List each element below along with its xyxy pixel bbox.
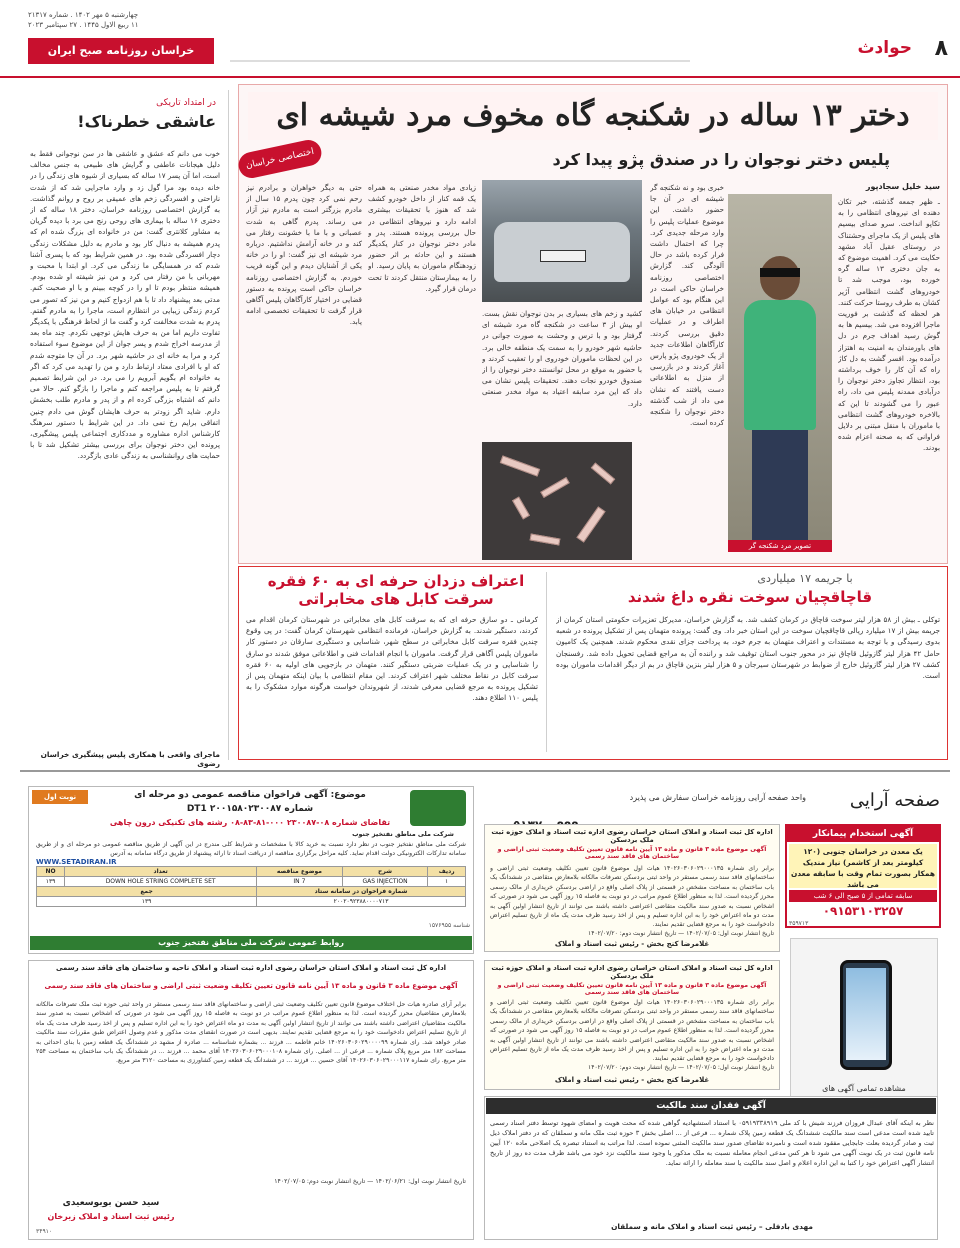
tender-company-logo — [410, 790, 466, 826]
smuggling-title[interactable]: قاچاقچیان سوخت نقره داغ شدند — [627, 588, 873, 606]
main-headline[interactable]: دختر ۱۳ ساله در شکنجه گاه مخوف مرد شیشه ای — [248, 92, 938, 140]
lost-deed-sign: مهدی بادفلی – رئیس ثبت اسناد و املاک مانه و سملقان — [611, 1222, 813, 1231]
big-notice-title: اداره کل ثبت اسناد و املاک استان خراسان رضوی اداره ثبت اسناد و املاک ناحیه و ساختمان های فاقد سند رسمی — [55, 964, 447, 972]
lost-deed-body: نظر به اینکه آقای عبدال فروزان فرزند شیش با کد ملی ۰۵۹۱۹۳۳۸۹۱۹ با استناد استشهادیه گواهی شده که محت هویت و امضای شهود توسط دفتر اسناد رسمی تایید شده است مدعی است سند مالکیت ششدانگ یک قطعه زمین پلاک شماره ... فرعی از ... اصلی بخش ۳ حوزه ثبت ملک مانه و سملقان که در دفتر املاک ذیل ثبت و صادر گردیده بعلت جابجایی مفقود شده است و نامبرده تقاضای صدور سند مالکیت المثنی نموده است. لذا مراتب به استناد تبصره یک اصلاحی ماده ۱۲۰ آیین نامه قانون ثبت در یک نوبت آگهی می شود تا هر کس مدعی انجام معامله نسبت به ملک مذکور یا وجود سند مالکیت نزد خود می باشد ظرف مدت ده روز از تاریخ انتشار آگهی اعتراض خود را کتبا به این اداره اعلام و اصل سند مالکیت یا سند معامله را ارائه نماید. — [490, 1119, 934, 1167]
cables-body: کرمانی ـ دو سارق حرفه ای که به سرقت کابل های مخابراتی در شهرستان کرمان اقدام می کردند، دستگیر شدند. به گزارش خراسان، فرمانده انتظامی شهرستان کرمان گفت: در پی وقوع چندین فقره سرقت کابل مخابراتی در سطح شهر، شناسایی و دستگیری سارقان در دستور کار ماموران پلیس آگاهی قرار گرفت. ماموران با انجام اقدامات فنی و اطلاعاتی موفق شدند دو سارق را شناسایی و در یک عملیات ضربتی دستگیر کنند. متهمان در بازجویی های اولیه به ۶۰ فقره سرقت کابل در نقاط مختلف شهر اعتراف کردند. این مقام انتظامی با بیان اینکه متهمان پس از تشکیل پرونده به مرجع قضایی معرفی شدند، از شهروندان خواست هرگونه موارد مشکوک را به پلیس ۱۱۰ اطلاع دهند. — [246, 615, 538, 703]
second-notice-dates: تاریخ انتشار نوبت اول: ۱۴۰۲/۰۷/۰۵ — تاریخ انتشار نوبت دوم: ۱۴۰۲/۰۷/۲۰ — [588, 1064, 774, 1071]
recruit-ad-body: یک معدن در خراسان جنوبی (۱۲۰ کیلومتر بعد از کاشمر) نیاز مندیک همکار بصورت تمام وقت با سابقه معدن می باشد — [789, 844, 937, 888]
suspect-eye-mask — [760, 268, 800, 277]
tender-th-3: موضوع مناقصه — [257, 867, 343, 877]
layout-ad-title: صفحه آرایی — [849, 790, 940, 811]
tender-td-6: ۲۰۰۲۰۹۲۳۸۸۰۰۰۰۷۱۳ — [257, 897, 466, 907]
big-notice-dates: تاریخ انتشار نوبت اول: ۱۴۰۲/۰۶/۲۱ — تاریخ انتشار نوبت دوم: ۱۴۰۲/۰۷/۰۵ — [274, 1178, 466, 1185]
tender-td-4: DOWN HOLE STRING COMPLETE SET — [65, 877, 257, 887]
newspaper-brand[interactable]: خراسان روزنامه صبح ایران — [28, 38, 214, 64]
page-number: ۸ — [934, 36, 948, 61]
smuggling-body: توکلی ـ بیش از ۵۸ هزار لیتر سوخت قاچاق در کرمان کشف شد. به گزارش خراسان، مدیرکل تعزیرات حکومتی استان کرمان از جریمه بیش از ۱۷ میلیارد ریالی قاچاقچیان سوخت در این استان خبر داد. وی گفت: پرونده متهمان پس از تشکیل پرونده در شعبه بدوی رسیدگی و با توجه به مستندات و اعتراف متهمان به جرم خود، به پرداخت جزای نقدی محکوم شدند. همچنین یک کامیون حامل ۴۲ هزار لیتر گازوئیل قاچاق نیز در محور جنوب استان توقیف شد و راننده آن به مراجع قضایی تحویل داده شد. رفسنجان کشف ۲۷ هزار لیتر گازوئیل خارج از ضوابط در شهرستان سیرجان و ۵ هزار لیتر بنزین قاچاق در بم از دیگر اقدامات ماموران بوده است. — [556, 615, 940, 681]
section-title: حوادث — [857, 38, 912, 58]
tender-th-7: جمع — [37, 887, 257, 897]
big-notice-sign-title: رئیس ثبت اسناد و املاک زبرخان — [47, 1212, 175, 1221]
tender-td-2: GAS INJECTION — [342, 877, 428, 887]
tender-th-6: شماره فراخوان در سامانه ستاد — [257, 887, 466, 897]
main-subheadline: پلیس دختر نوجوان را در صندق پژو پیدا کرد — [552, 150, 890, 169]
left-column-body: خوب می دانم که عشق و عاشقی ها در سن نوجوانی فقط به دلیل هیجانات عاطفی و گرایش های طبیعی به جنس مخالف است، اما آن پسر ۱۷ ساله که بسیاری از شیوه های زندگی را در خانه دیده بود مرا گول زد و وارد ماجرایی شد که از شدت ناراحتی و افسردگی زخم های عمیقی بر روح و روانم گذاشت. به گزارش اختصاصی روزنامه خراسان، دختر ۱۸ ساله که از دختری ۱۶ ساله با بیماری های روحی رنج می برد با دیده گریان به مشاور کلانتری گفت: من در خانواده ای بزرگ شده ام که پدرم همیشه به دنبال کار بود و مادرم به دلیل مشکلات زندگی دچار افسردگی شده بود. در همین شرایط بود که با پسری آشنا شدم که در همسایگی ما زندگی می کرد. او ابتدا با محبت و مهربانی با من رفتار می کرد و من نیز شیفته او شده بودم. همیشه منتظر بودم تا او را در کوچه ببینم و با او صحبت کنم. مدتی بعد پیشنهاد داد تا با هم ازدواج کنیم و من نیز که تصور می کردم زندگی زیبایی در انتظارم است، ماجرا را به مادرم گفتم. پدرم به شدت مخالفت کرد و گفت ما از لحاظ فرهنگی با یکدیگر تفاوت داریم اما من به حرف هایش توجهی نکردم. چند ماه بعد از مدرسه اخراج شدم و پسر جوان از این موضوع سوء استفاده کرد و مرا به خانه ای در حاشیه شهر برد. در آن جا متوجه شدم که او با افرادی معتاد ارتباط دارد و من را تهدید می کرد که اگر به خانواده ام بگویم آبرویم را می برد. در این شرایط تصمیم گرفتم تا به پلیس مراجعه کنم و ماجرا را بازگو کنم. حالا می دانم که اشتباه بزرگی کرده ام و از پدر و مادرم طلب بخشش دارم. شاید اگر زودتر به حرف هایشان گوش می دادم چنین اتفاقی برایم رخ نمی داد. در این شرایط با دستور سرهنگ کارشناس اداره مشاوره و مددکاری اجتماعی پلیس پیشگیری، پرونده این دختر نوجوان برای بررسی بیشتر تشکیل شد تا با حمایت های روانشناسی به زندگی عادی بازگردد. — [30, 149, 220, 461]
lost-deed-title: آگهی فقدان سند مالکیت — [486, 1098, 936, 1114]
ads-divider — [20, 770, 950, 772]
recruit-ad-title: آگهی استخدام پیمانکار — [787, 826, 939, 842]
header-divider — [230, 60, 690, 62]
tender-code: تقاضای شماره ۰۸-۲۳۰۰۸۷ ۰۰۰-۸۱-۸۳-۰۸ رشته های تکنیکی درون چاهی — [109, 818, 391, 827]
suspect-shirt-shape — [744, 300, 816, 430]
main-col-3: کشید و زخم های بسیاری بر بدن نوجوان نقش بست. او بیش از ۳ ساعت در شکنجه گاه مرد شیشه ای گرفتار بود و با ترس و وحشت به صورت جوانی در حاشیه شهر خودرو را به سمت یک منطقه خالی برد. در این لحظات ماموران خودروی او را تعقیب کردند و با حضور به موقع در محل توانستند دختر نوجوان را از صندوق خودرو نجات دهند. تحقیقات پلیس نشان می داد که این مرد سابقه اعتیاد به مواد مخدر صنعتی دارد. — [482, 309, 642, 408]
bardaskan-notice-subtitle: آگهی موضوع ماده ۳ قانون و ماده ۱۳ آیین نامه قانون تعیین تکلیف وضعیت ثبتی اراضی و ساختمان های فاقد سند رسمی — [497, 846, 767, 860]
tender-th-1: ردیف — [428, 867, 466, 877]
byline: سید خلیل سجادپور — [865, 182, 940, 191]
second-notice-body: برابر رای شماره ۱۴۰۲۶۰۳۰۶۰۲۹۰۰۰۱۳۵ هیات اول موضوع قانون تعیین تکلیف وضعیت ثبتی اراضی و ساختمانهای فاقد سند رسمی مستقر در واحد ثبتی بردسکن تصرفات مالکانه بلامعارض متقاضی در ششدانگ یک باب ساختمان به مساحت مشخص در قسمتی از پلاک اصلی واقع در اراضی بردسکن خریداری از مالک رسمی محرز گردیده است. لذا به منظور اطلاع عموم مراتب در دو نوبت به فاصله ۱۵ روز آگهی می شود در صورتی که اشخاص نسبت به صدور سند مالکیت متقاضی اعتراضی داشته باشند می توانند از تاریخ انتشار اولین آگهی به مدت دو ماه اعتراض خود را به این اداره تسلیم و پس از اخذ رسید ظرف مدت یک ماه از تاریخ تسلیم اعتراض دادخواست خود را به مرجع قضایی تقدیم نمایند. — [490, 999, 774, 1063]
tender-title: موضوع: آگهی فراخوان مناقصه عمومی دو مرحله ای — [134, 790, 366, 800]
main-col-4: زیادی مواد مخدر صنعتی به همراه یک قمه کنار از داخل خودرو کشف شد که هنوز با تحقیقات بیشتری ادامه دارد و نیروهای انتظامی در حال بررسی پرونده هستند. پدر و مادر دختر نوجوان در کنار یکدیگر هستند و این حادثه بر اثر حضور زودهنگام ماموران به پایان رسید. او را به بیمارستان منتقل کردند تا تحت درمان قرار گیرد. — [368, 183, 476, 293]
car-plate-shape — [540, 250, 586, 262]
big-notice-body: برابر آرای صادره هیات حل اختلاف موضوع قانون تعیین تکلیف وضعیت ثبتی اراضی و ساختمانهای فاقد سند رسمی مستقر در واحد ثبتی حوزه ثبت ملک تصرفات مالکانه بلامعارض متقاضیان محرز گردیده است. لذا به منظور اطلاع عموم مراتب در دو نوبت به فاصله ۱۵ روز آگهی می شود در صورتی که اشخاص نسبت به صدور سند مالکیت متقاضیان اعتراضی داشته باشند می توانند از تاریخ انتشار اولین آگهی به مدت دو ماه اعتراض خود را به این اداره تسلیم و پس از اخذ رسید ظرف مدت یک ماه از تاریخ تسلیم اعتراض دادخواست خود را به مرجع قضایی تقدیم نمایند. بدیهی است در صورت انقضای مدت مذکور و عدم وصول اعتراض طبق مقررات سند مالکیت صادر خواهد شد. رای شماره ۱۴۰۲۶۰۳۰۶۰۲۹۰۰۰۰۹۹ خانم فاطمه ... فرزند ... بشماره شناسنامه ... صادره از مشهد در ششدانگ یک قطعه زمین با بنای احداثی به مساحت ۱۸۲ متر مربع پلاک شماره ... فرعی از ... اصلی. رای شماره ۱۴۰۲۶۰۳۰۶۰۲۹۰۰۰۱۰۸ آقای محمد ... فرزند ... در ششدانگ یک باب ساختمان به مساحت ۲۵۴ متر مربع. رای شماره ۱۴۰۲۶۰۳۰۶۰۲۹۰۰۰۱۱۷ آقای حسین ... فرزند ... در ششدانگ یک قطعه زمین کشاورزی به مساحت ۳۱۲۰ متر مربع. — [36, 1001, 466, 1065]
cables-title[interactable]: اعتراف دزدان حرفه ای به ۶۰ فقره سرقت کابل های مخابراتی — [267, 572, 525, 608]
tender-code-2: شناسه ۱۵۷۶۹۵۵ — [428, 922, 470, 929]
bardaskan-notice-title: اداره کل ثبت اسناد و املاک استان خراسان رضوی اداره ثبت اسناد و املاک حوزه ثبت ملک بردسکن — [491, 828, 773, 844]
big-notice-sign-name: سید حسن بوبوسعیدی — [62, 1198, 160, 1208]
suspect-legs-shape — [752, 430, 808, 540]
bardaskan-notice-sign: غلامرضا کنج بخش - رئیس ثبت اسناد و املاک — [554, 940, 710, 948]
main-col-5: حتی به دیگر خواهران و برادرم نیز رحم نمی کرد چون پدرم ۱۵ سال از مادرم بزرگتر است به مادرم نیز آزار می رساند. پدرم گاهی به شدت عصبانی و با ما با خشونت رفتار می کند و در خانه آرامش نداشتیم. درباره مرد شیشه ای نیز گفت: او را در خانه یکی از آشنایان دیدم و این گونه فریب خوردم. به گزارش اختصاصی روزنامه خراسان حاکی است پرونده به دستور قضایی در اختیار کارآگاهان پلیس آگاهی قرار گرفت تا تحقیقات تخصصی ادامه یابد. — [246, 183, 362, 327]
recruit-ad-code: ۳۵۹۷۱۳ — [789, 920, 809, 927]
left-column-ending: ماجرای واقعی با همکاری پلیس پیشگیری خراسان رضوی — [40, 750, 220, 768]
tender-site-link[interactable]: WWW.SETADIRAN.IR — [36, 858, 117, 866]
left-column-kicker: در امتداد تاریکی — [156, 98, 216, 108]
second-notice-subtitle: آگهی موضوع ماده ۳ قانون و ماده ۱۳ آیین نامه قانون تعیین تکلیف وضعیت ثبتی اراضی و ساختمان های فاقد سند رسمی — [497, 982, 767, 996]
tender-footer: روابط عمومی شرکت ملی مناطق نفتخیز جنوب — [30, 936, 472, 950]
second-notice-title: اداره کل ثبت اسناد و املاک استان خراسان رضوی اداره ثبت اسناد و املاک حوزه ثبت ملک بردسکن — [491, 964, 773, 980]
tender-td-1: ۱ — [428, 877, 466, 887]
left-column-title[interactable]: عاشقی خطرناک! — [77, 112, 216, 131]
tender-round-tab: نوبت اول — [32, 790, 88, 804]
sub-stories-divider — [546, 572, 547, 752]
promo-phone-screen — [846, 968, 886, 1060]
layout-ad-subtitle: واحد صفحه آرایی روزنامه خراسان سفارش می پذیرد — [629, 793, 806, 802]
tender-th-2: شرح — [342, 867, 428, 877]
second-notice-sign: غلامرضا کنج بخش - رئیس ثبت اسناد و املاک — [554, 1076, 710, 1084]
bardaskan-notice-dates: تاریخ انتشار نوبت اول: ۱۴۰۲/۰۷/۰۵ — تاریخ انتشار نوبت دوم: ۱۴۰۲/۰۷/۲۰ — [588, 930, 774, 937]
bardaskan-notice-body: برابر رای شماره ۱۴۰۲۶۰۳۰۶۰۲۹۰۰۰۱۳۵ هیات اول موضوع قانون تعیین تکلیف وضعیت ثبتی اراضی و ساختمانهای فاقد سند رسمی مستقر در واحد ثبتی بردسکن تصرفات مالکانه بلامعارض متقاضی در ششدانگ یک باب ساختمان به مساحت مشخص در قسمتی از پلاک اصلی واقع در اراضی بردسکن خریداری از مالک رسمی محرز گردیده است. لذا به منظور اطلاع عموم مراتب در دو نوبت به فاصله ۱۵ روز آگهی می شود در صورتی که اشخاص نسبت به صدور سند مالکیت متقاضی اعتراضی داشته باشند می توانند از تاریخ انتشار اولین آگهی به مدت دو ماه اعتراض خود را به این اداره تسلیم و پس از اخذ رسید ظرف مدت یک ماه از تاریخ تسلیم اعتراض دادخواست خود را به مرجع قضایی تقدیم نمایند. — [490, 865, 774, 929]
date-line-2: ۱۱ ربیع الاول ۱۴۴۵ . ۲۷ سپتامبر ۲۰۲۳ — [28, 21, 139, 29]
date-line-1: چهارشنبه ۵ مهر ۱۴۰۲ . شماره ۲۱۳۱۷ — [28, 11, 139, 19]
main-col-2: خبری بود و نه شکنجه گر شیشه ای در آن جا حضور داشت. این موضوع عملیات پلیس را وارد مرحله جدیدی کرد. چرا که احتمال داشت فرار کرده باشد در حال آلودگی کند. گزارش اختصاصی روزنامه خراسان حاکی است در این هنگام بود که عوامل انتظامی در خیابان های اطراف و در عملیات دقیق بررسی کردند. کارآگاهان اطلاعات جدید از یک خودروی پژو پارس آغاز کردند و در بازرسی از منزل به اطلاعاتی دست یافتند که نشان می داد از شب گذشته دختر نوجوان را شکنجه کرده است. — [650, 183, 724, 428]
main-col-1: ـ ظهر جمعه گذشته، خبر تکان دهنده ای نیروهای انتظامی را به تکاپو انداخت. سرو صدای بیسیم های پلیس از یک ماجرای وحشتناک در روستای عقیل آباد مشهد حکایت می کرد. اهمیت موضوع که به جان دختری ۱۳ ساله گره خورده بود، موجب شد تا خودروهای گشت انتظامی آژیر کشان به طرف روستا حرکت کنند. هر لحظه که گذشت بر فوریت ماجرا افزوده می شد. بیسیم ها به گوش رسید اهداف جرم در دل های باورمندان به امنیت به اهتزاز درآمده بود. افسر گشت به دل کاژ راه که آن کار را خوف برداشته بود، انتظار تجاوز دختر نوجوان را درآبادی ممدنه پلیس می داد، راه عبور را می گشودند تا این که بالاخره خودروهای گشت انتظامی با ماموران با منقل مبتنی بر دلایل فراوانی که به صحنه اعزام شده بودند. — [838, 197, 940, 453]
smuggling-kicker: با جریمه ۱۷ میلیاردی — [757, 572, 853, 585]
recruit-ad-hours: سابقه تمامی از ۵ صبح الی ۶ شب — [789, 890, 937, 902]
tender-number: شماره ۲۰۰۱۵۸۰۲۳۰۰۸۷ DT1 — [186, 804, 314, 814]
suspect-head-shape — [760, 256, 800, 300]
date-line — [28, 10, 258, 30]
big-notice-code: ۳۴۹۱۰ — [36, 1228, 53, 1235]
exclusive-badge: اختصاصی خراسان — [236, 138, 324, 181]
promo-line: مشاهده تمامی آگهی های — [822, 1084, 906, 1093]
left-column-divider — [228, 90, 229, 760]
tender-body: شرکت ملی مناطق نفتخیز جنوب در نظر دارد نسبت به خرید کالا با مشخصات و شرایط کلی مندرج در این آگهی از طریق مناقصه عمومی دو مرحله ای و از طریق سامانه تدارکات الکترونیکی دولت اقدام نماید. کلیه مراحل برگزاری مناقصه از دریافت اسناد تا ارائه پیشنهاد از طریق درگاه سامانه به آدرس — [36, 841, 466, 858]
tender-table — [36, 866, 466, 907]
tender-th-4: تعداد — [65, 867, 257, 877]
recruit-ad-phone[interactable]: ۰۹۱۵۳۱۰۳۲۵۷ — [822, 904, 904, 918]
tender-td-3: 7 IN — [257, 877, 343, 887]
tender-company: شرکت ملی مناطق نفتخیز جنوب — [352, 830, 454, 838]
tender-td-5: ۱۳۹ — [37, 877, 65, 887]
tender-th-5: NO — [37, 867, 65, 877]
big-notice-subtitle: آگهی موضوع ماده ۳ قانون و ماده ۱۳ آیین نامه قانون تعیین تکلیف وضعیت ثبتی اراضی و ساختمان های فاقد سند رسمی — [44, 982, 458, 990]
tender-td-7: ۱۳۹ — [37, 897, 257, 907]
suspect-photo-caption: تصویر مرد شکنجه گر — [728, 540, 832, 552]
